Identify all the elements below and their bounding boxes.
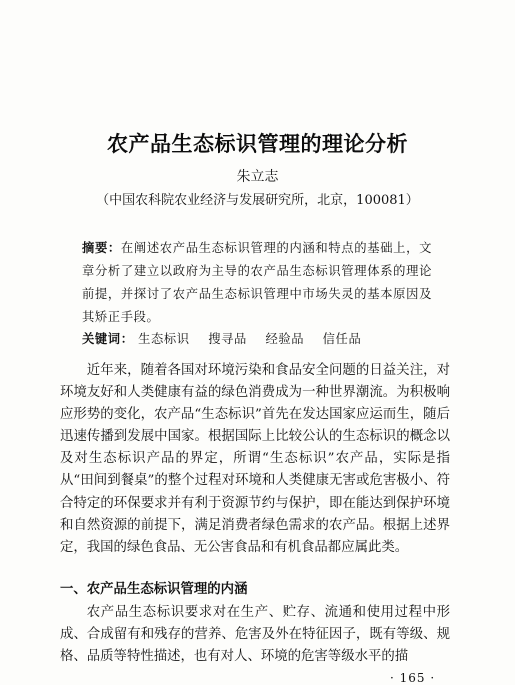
abstract xyxy=(82,237,432,329)
page-number: · 165 · xyxy=(390,671,436,685)
keywords xyxy=(82,329,432,347)
abstract-label: 摘要： xyxy=(82,241,121,255)
keywords-label: 关键词： xyxy=(82,332,134,346)
keyword: 生态标识 xyxy=(138,332,190,346)
paper-title: 农产品生态标识管理的理论分析 xyxy=(107,132,408,156)
keyword: 经验品 xyxy=(265,332,305,346)
author-affiliation: （中国农科院农业经济与发展研究所，北京，100081） xyxy=(96,193,419,208)
keyword: 搜寻品 xyxy=(208,332,247,346)
author-name: 朱立志 xyxy=(236,169,279,185)
keyword: 信任品 xyxy=(322,332,362,346)
intro-paragraph: 近年来，随着各国对环境污染和食品安全问题的日益关注，对环境友好和人类健康有益的绿色消费成为一种世界潮流。为积极响应形势的变化，农产品“生态标识”首先在发达国家应运而生，随后迅速传播到发展中国家。根据国际上比较公认的生态标识的概念以及对生态标识产品的界定，所谓“生态标识”农产品，实际是指从“田间到餐桌”的整个过程对环境和人类健康无害或危害极小、符合特定的环保要求并有利于资源节约与保护，即在能达到保护环境和自然资源的前提下，满足消费者绿色需求的农产品。根据上述界定，我国的绿色食品、无公害食品和有机食品都应属此类。 xyxy=(60,363,450,555)
section-heading: 一、农产品生态标识管理的内涵 xyxy=(60,582,248,597)
section-paragraph: 农产品生态标识要求对在生产、贮存、流通和使用过程中形成、合成留有和残存的营养、危害及外在特征因子，既有等级、规格、品质等特性描述，也有对人、环境的危害等级水平的描 xyxy=(60,605,450,665)
abstract-text: 在阐述农产品生态标识管理的内涵和特点的基础上，文章分析了建立以政府为主导的农产品生态标识管理体系的理论前提，并探讨了农产品生态标识管理中市场失灵的基本原因及其矫正手段。 xyxy=(82,241,432,324)
